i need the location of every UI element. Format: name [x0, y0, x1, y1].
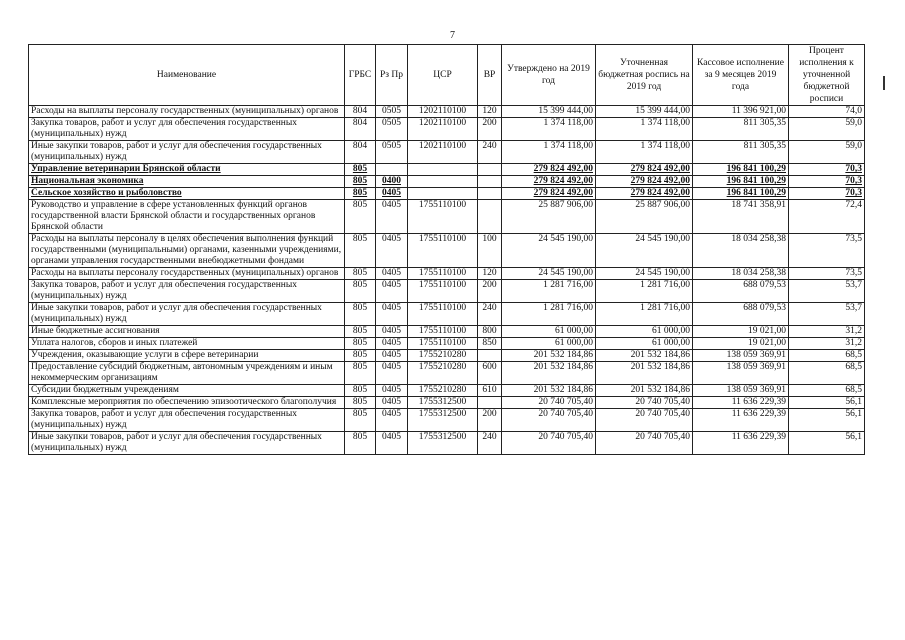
- cell-csr: 1202110100: [408, 141, 478, 164]
- cell-grbs: 804: [345, 118, 376, 141]
- cell-name: Учреждения, оказывающие услуги в сфере ветеринарии: [29, 350, 345, 362]
- cell-cash: 18 741 358,91: [693, 200, 789, 234]
- cell-percent: 68,5: [789, 350, 865, 362]
- cell-approved: 25 887 906,00: [502, 200, 596, 234]
- cell-refined: 279 824 492,00: [596, 188, 693, 200]
- cell-name: Национальная экономика: [29, 176, 345, 188]
- cell-vr: 240: [478, 432, 502, 455]
- cell-csr: 1755312500: [408, 397, 478, 409]
- table-row: [29, 280, 865, 303]
- cell-name: Комплексные мероприятия по обеспечению эпизоотического благополучия: [29, 397, 345, 409]
- header-row: [29, 45, 865, 106]
- cell-cash: 688 079,53: [693, 280, 789, 303]
- cell-name: Субсидии бюджетным учреждениям: [29, 385, 345, 397]
- cell-refined: 20 740 705,40: [596, 397, 693, 409]
- cell-cash: 11 636 229,39: [693, 432, 789, 455]
- margin-mark: [883, 76, 885, 90]
- cell-grbs: 805: [345, 409, 376, 432]
- cell-cash: 688 079,53: [693, 303, 789, 326]
- table-row: [29, 303, 865, 326]
- cell-percent: 31,2: [789, 338, 865, 350]
- cell-grbs: 805: [345, 385, 376, 397]
- cell-cash: 19 021,00: [693, 326, 789, 338]
- cell-csr: 1755312500: [408, 409, 478, 432]
- header-name: Наименование: [29, 45, 345, 106]
- cell-name: Иные закупки товаров, работ и услуг для обеспечения государственных (муниципальных) нужд: [29, 432, 345, 455]
- cell-percent: 56,1: [789, 409, 865, 432]
- header-approved: Утверждено на 2019 год: [502, 45, 596, 106]
- cell-approved: 1 281 716,00: [502, 280, 596, 303]
- cell-percent: 72,4: [789, 200, 865, 234]
- cell-percent: 59,0: [789, 118, 865, 141]
- cell-vr: [478, 164, 502, 176]
- cell-csr: 1755210280: [408, 385, 478, 397]
- cell-csr: 1202110100: [408, 106, 478, 118]
- cell-vr: 200: [478, 280, 502, 303]
- cell-percent: 56,1: [789, 432, 865, 455]
- cell-percent: 73,5: [789, 268, 865, 280]
- cell-csr: [408, 164, 478, 176]
- cell-refined: 1 374 118,00: [596, 118, 693, 141]
- cell-percent: 59,0: [789, 141, 865, 164]
- cell-percent: 31,2: [789, 326, 865, 338]
- cell-refined: 20 740 705,40: [596, 432, 693, 455]
- cell-refined: 1 281 716,00: [596, 303, 693, 326]
- cell-cash: 811 305,35: [693, 118, 789, 141]
- cell-csr: 1755312500: [408, 432, 478, 455]
- table-body: [29, 106, 865, 455]
- cell-grbs: 804: [345, 141, 376, 164]
- cell-cash: 138 059 369,91: [693, 362, 789, 385]
- cell-name: Иные закупки товаров, работ и услуг для обеспечения государственных (муниципальных) нужд: [29, 303, 345, 326]
- cell-vr: [478, 350, 502, 362]
- cell-vr: [478, 200, 502, 234]
- cell-rzpr: 0505: [376, 118, 408, 141]
- cell-vr: 100: [478, 234, 502, 268]
- cell-name: Предоставление субсидий бюджетным, автономным учреждениям и иным некоммерческим организациям: [29, 362, 345, 385]
- cell-csr: 1755110100: [408, 268, 478, 280]
- cell-name: Уплата налогов, сборов и иных платежей: [29, 338, 345, 350]
- cell-csr: 1755210280: [408, 362, 478, 385]
- cell-grbs: 805: [345, 350, 376, 362]
- cell-rzpr: 0405: [376, 200, 408, 234]
- cell-refined: 24 545 190,00: [596, 268, 693, 280]
- cell-percent: 68,5: [789, 362, 865, 385]
- cell-rzpr: 0505: [376, 106, 408, 118]
- table-row: [29, 188, 865, 200]
- header-percent: Процент исполнения к уточненной бюджетной росписи: [789, 45, 865, 106]
- cell-percent: 68,5: [789, 385, 865, 397]
- table-row: [29, 141, 865, 164]
- cell-approved: 24 545 190,00: [502, 268, 596, 280]
- cell-vr: 200: [478, 409, 502, 432]
- cell-vr: 850: [478, 338, 502, 350]
- cell-vr: 600: [478, 362, 502, 385]
- cell-refined: 24 545 190,00: [596, 234, 693, 268]
- cell-refined: 61 000,00: [596, 338, 693, 350]
- cell-percent: 56,1: [789, 397, 865, 409]
- cell-approved: 201 532 184,86: [502, 362, 596, 385]
- cell-csr: [408, 188, 478, 200]
- table-row: [29, 409, 865, 432]
- cell-approved: 20 740 705,40: [502, 397, 596, 409]
- cell-rzpr: 0405: [376, 188, 408, 200]
- cell-refined: 61 000,00: [596, 326, 693, 338]
- cell-cash: 811 305,35: [693, 141, 789, 164]
- cell-approved: 20 740 705,40: [502, 409, 596, 432]
- cell-cash: 196 841 100,29: [693, 164, 789, 176]
- cell-rzpr: 0405: [376, 234, 408, 268]
- cell-approved: 279 824 492,00: [502, 176, 596, 188]
- cell-rzpr: 0400: [376, 176, 408, 188]
- cell-approved: 1 374 118,00: [502, 141, 596, 164]
- cell-approved: 201 532 184,86: [502, 385, 596, 397]
- cell-vr: 120: [478, 106, 502, 118]
- header-csr: ЦСР: [408, 45, 478, 106]
- cell-rzpr: 0405: [376, 268, 408, 280]
- table-row: [29, 106, 865, 118]
- cell-vr: 610: [478, 385, 502, 397]
- cell-cash: 11 636 229,39: [693, 409, 789, 432]
- cell-vr: 800: [478, 326, 502, 338]
- cell-percent: 70,3: [789, 176, 865, 188]
- cell-grbs: 805: [345, 338, 376, 350]
- cell-cash: 138 059 369,91: [693, 385, 789, 397]
- table-row: [29, 234, 865, 268]
- cell-rzpr: 0405: [376, 338, 408, 350]
- page-number: 7: [450, 30, 455, 41]
- cell-grbs: 805: [345, 164, 376, 176]
- cell-rzpr: 0505: [376, 141, 408, 164]
- table-row: [29, 164, 865, 176]
- header-vr: ВР: [478, 45, 502, 106]
- cell-approved: 201 532 184,86: [502, 350, 596, 362]
- cell-csr: 1755110100: [408, 200, 478, 234]
- cell-name: Закупка товаров, работ и услуг для обеспечения государственных (муниципальных) нужд: [29, 118, 345, 141]
- cell-refined: 201 532 184,86: [596, 385, 693, 397]
- cell-csr: 1755110100: [408, 280, 478, 303]
- cell-refined: 279 824 492,00: [596, 176, 693, 188]
- cell-name: Закупка товаров, работ и услуг для обеспечения государственных (муниципальных) нужд: [29, 409, 345, 432]
- table-row: [29, 362, 865, 385]
- cell-cash: 196 841 100,29: [693, 188, 789, 200]
- cell-refined: 279 824 492,00: [596, 164, 693, 176]
- cell-grbs: 805: [345, 188, 376, 200]
- table-row: [29, 176, 865, 188]
- cell-csr: 1755110100: [408, 234, 478, 268]
- table-row: [29, 326, 865, 338]
- cell-vr: [478, 188, 502, 200]
- cell-name: Расходы на выплаты персоналу в целях обеспечения выполнения функций государственными (муниципальными) органами, казенными учреждениями, органами управления государственными внебюджетными фондами: [29, 234, 345, 268]
- cell-grbs: 805: [345, 280, 376, 303]
- cell-csr: 1755210280: [408, 350, 478, 362]
- table-row: [29, 268, 865, 280]
- cell-refined: 1 374 118,00: [596, 141, 693, 164]
- cell-refined: 25 887 906,00: [596, 200, 693, 234]
- cell-approved: 24 545 190,00: [502, 234, 596, 268]
- header-refined: Уточненная бюджетная роспись на 2019 год: [596, 45, 693, 106]
- cell-vr: [478, 397, 502, 409]
- cell-approved: 61 000,00: [502, 326, 596, 338]
- cell-vr: 120: [478, 268, 502, 280]
- cell-percent: 53,7: [789, 303, 865, 326]
- header-grbs: ГРБС: [345, 45, 376, 106]
- table-row: [29, 118, 865, 141]
- cell-rzpr: 0405: [376, 326, 408, 338]
- cell-percent: 70,3: [789, 188, 865, 200]
- cell-name: Иные закупки товаров, работ и услуг для обеспечения государственных (муниципальных) нужд: [29, 141, 345, 164]
- cell-cash: 18 034 258,38: [693, 234, 789, 268]
- cell-csr: 1755110100: [408, 326, 478, 338]
- table-row: [29, 350, 865, 362]
- cell-name: Расходы на выплаты персоналу государственных (муниципальных) органов: [29, 268, 345, 280]
- cell-rzpr: 0405: [376, 362, 408, 385]
- cell-grbs: 804: [345, 106, 376, 118]
- cell-csr: [408, 176, 478, 188]
- cell-approved: 279 824 492,00: [502, 164, 596, 176]
- table-row: [29, 200, 865, 234]
- table-row: [29, 432, 865, 455]
- cell-cash: 19 021,00: [693, 338, 789, 350]
- cell-rzpr: 0405: [376, 432, 408, 455]
- cell-percent: 73,5: [789, 234, 865, 268]
- cell-vr: 240: [478, 141, 502, 164]
- cell-rzpr: 0405: [376, 409, 408, 432]
- header-cash: Кассовое исполнение за 9 месяцев 2019 года: [693, 45, 789, 106]
- cell-refined: 15 399 444,00: [596, 106, 693, 118]
- cell-percent: 53,7: [789, 280, 865, 303]
- cell-grbs: 805: [345, 432, 376, 455]
- cell-grbs: 805: [345, 176, 376, 188]
- cell-grbs: 805: [345, 303, 376, 326]
- cell-approved: 61 000,00: [502, 338, 596, 350]
- cell-cash: 18 034 258,38: [693, 268, 789, 280]
- cell-grbs: 805: [345, 397, 376, 409]
- cell-name: Иные бюджетные ассигнования: [29, 326, 345, 338]
- cell-rzpr: 0405: [376, 280, 408, 303]
- cell-approved: 1 374 118,00: [502, 118, 596, 141]
- cell-grbs: 805: [345, 326, 376, 338]
- cell-approved: 20 740 705,40: [502, 432, 596, 455]
- cell-rzpr: 0405: [376, 385, 408, 397]
- cell-cash: 138 059 369,91: [693, 350, 789, 362]
- cell-cash: 11 396 921,00: [693, 106, 789, 118]
- cell-refined: 201 532 184,86: [596, 350, 693, 362]
- table-row: [29, 338, 865, 350]
- table-row: [29, 385, 865, 397]
- cell-approved: 1 281 716,00: [502, 303, 596, 326]
- cell-vr: 240: [478, 303, 502, 326]
- cell-refined: 201 532 184,86: [596, 362, 693, 385]
- cell-percent: 70,3: [789, 164, 865, 176]
- cell-rzpr: 0405: [376, 397, 408, 409]
- cell-cash: 11 636 229,39: [693, 397, 789, 409]
- header-rzpr: Рз Пр: [376, 45, 408, 106]
- cell-name: Расходы на выплаты персоналу государственных (муниципальных) органов: [29, 106, 345, 118]
- cell-csr: 1755110100: [408, 303, 478, 326]
- cell-approved: 279 824 492,00: [502, 188, 596, 200]
- cell-grbs: 805: [345, 362, 376, 385]
- cell-cash: 196 841 100,29: [693, 176, 789, 188]
- cell-csr: 1755110100: [408, 338, 478, 350]
- cell-vr: [478, 176, 502, 188]
- cell-grbs: 805: [345, 268, 376, 280]
- cell-approved: 15 399 444,00: [502, 106, 596, 118]
- cell-grbs: 805: [345, 200, 376, 234]
- cell-grbs: 805: [345, 234, 376, 268]
- cell-rzpr: 0405: [376, 303, 408, 326]
- table-row: [29, 397, 865, 409]
- cell-percent: 74,0: [789, 106, 865, 118]
- cell-refined: 20 740 705,40: [596, 409, 693, 432]
- cell-name: Закупка товаров, работ и услуг для обеспечения государственных (муниципальных) нужд: [29, 280, 345, 303]
- cell-name: Руководство и управление в сфере установленных функций органов государственной власти Брянской области и государственных органов Брянской области: [29, 200, 345, 234]
- cell-refined: 1 281 716,00: [596, 280, 693, 303]
- budget-execution-table: [28, 44, 865, 455]
- cell-rzpr: 0405: [376, 350, 408, 362]
- cell-name: Сельское хозяйство и рыболовство: [29, 188, 345, 200]
- cell-rzpr: [376, 164, 408, 176]
- cell-csr: 1202110100: [408, 118, 478, 141]
- cell-vr: 200: [478, 118, 502, 141]
- cell-name: Управление ветеринарии Брянской области: [29, 164, 345, 176]
